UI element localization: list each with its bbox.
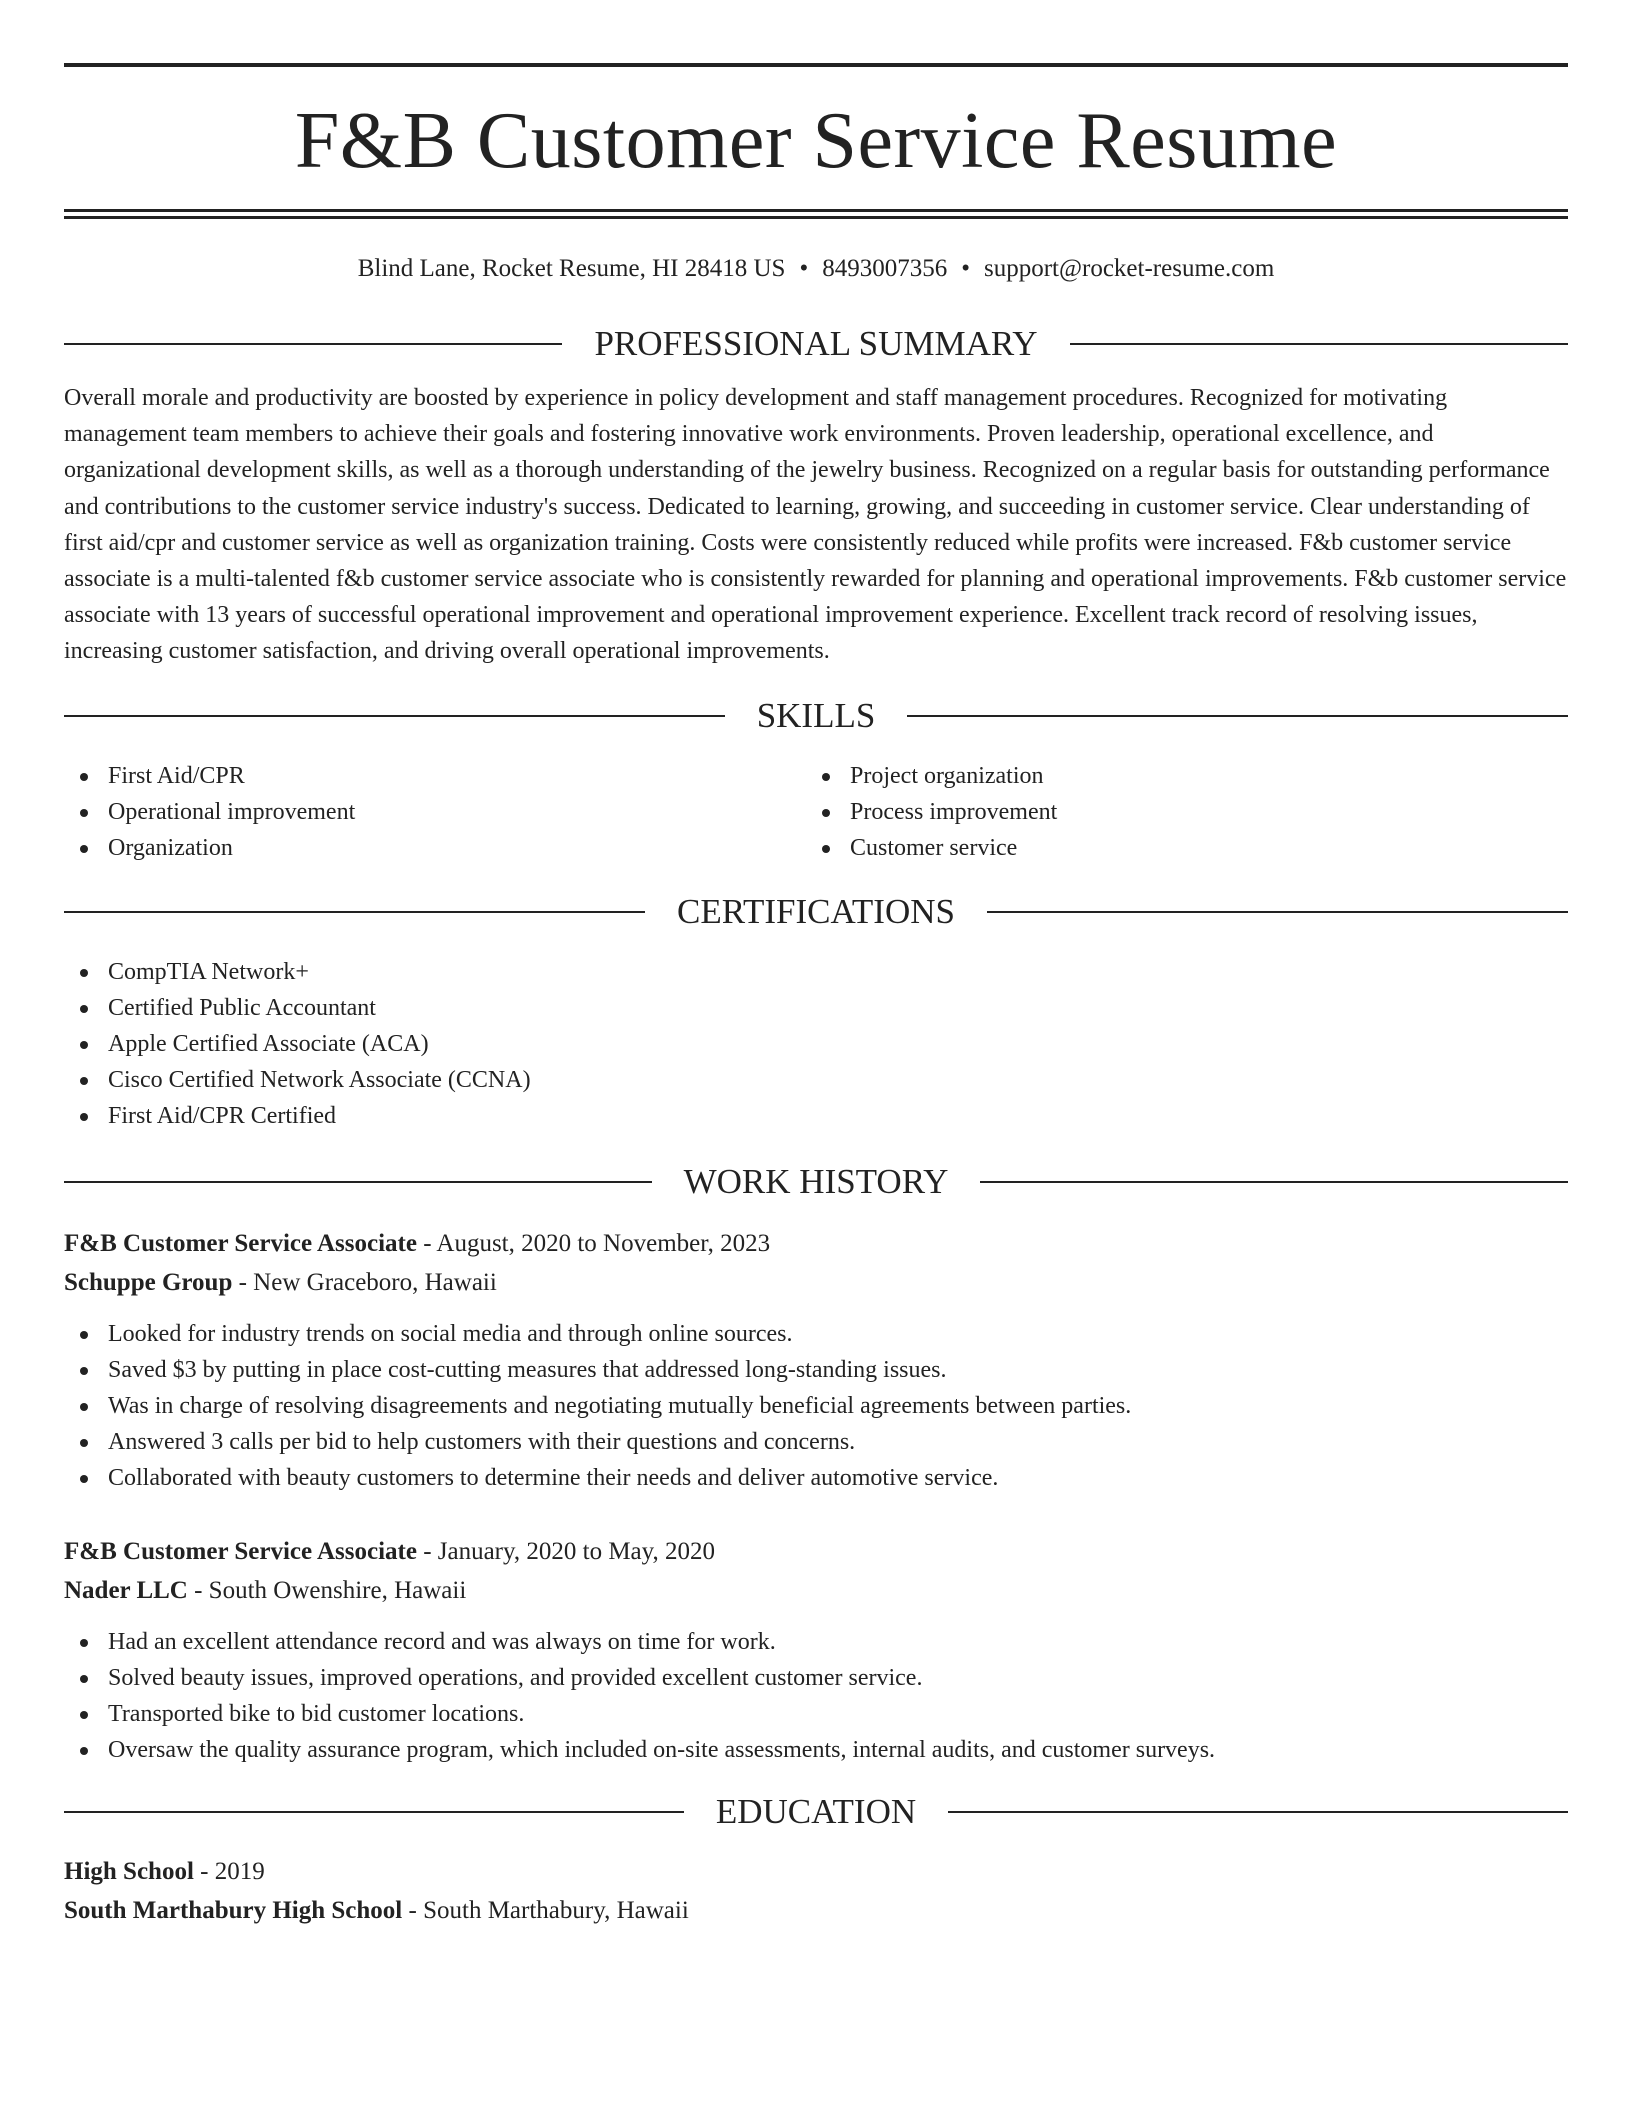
skills-heading — [64, 694, 1568, 738]
job-bullet: Solved beauty issues, improved operations, and provided excellent customer service. — [64, 1660, 1568, 1696]
heading-rule — [64, 343, 562, 345]
skill-item: First Aid/CPR — [64, 758, 806, 794]
job-entry — [64, 1224, 1568, 1496]
summary-heading-label: PROFESSIONAL SUMMARY — [594, 324, 1038, 363]
job-bullet: Transported bike to bid customer locations. — [64, 1696, 1568, 1732]
skill-item: Process improvement — [806, 794, 1548, 830]
contact-address: Blind Lane, Rocket Resume, HI 28418 US — [357, 255, 786, 282]
job-bullet: Collaborated with beauty customers to determine their needs and deliver automotive service. — [64, 1460, 1568, 1496]
education-school: South Marthabury High School — [64, 1896, 403, 1924]
job-title-line — [64, 1532, 1568, 1571]
job-bullet: Had an excellent attendance record and was always on time for work. — [64, 1624, 1568, 1660]
heading-rule — [987, 911, 1568, 913]
skills-column-left — [64, 758, 806, 866]
heading-rule — [907, 715, 1568, 717]
certification-item: Apple Certified Associate (ACA) — [64, 1026, 1568, 1062]
summary-heading — [64, 322, 1568, 366]
contact-separator: • — [961, 255, 970, 282]
summary-text: Overall morale and productivity are boosted by experience in policy development and staff management procedures. Recognized for motivating management team members to achieve their goals and fostering innovative work environments. Proven leadership, operational excellence, and organizational development skills, as well as a thorough understanding of the jewelry business. Recognized on a regular basis for outstanding performance and contributions to the customer service industry's success. Dedicated to learning, growing, and succeeding in customer service. Clear understanding of first aid/cpr and customer service as well as organization training. Costs were consistently reduced while profits were increased. F&b customer service associate is a multi-talented f&b customer service associate who is consistently rewarded for planning and operational improvements. F&b customer service associate with 13 years of successful operational improvement and operational improvement experience. Excellent track record of resolving issues, increasing customer satisfaction, and driving overall operational improvements. — [64, 385, 1567, 665]
education-school-line — [64, 1891, 1568, 1930]
education-year: - 2019 — [193, 1857, 265, 1885]
education-degree: High School — [64, 1857, 194, 1885]
certifications-heading-label: CERTIFICATIONS — [677, 891, 955, 931]
job-location: - New Graceboro, Hawaii — [232, 1268, 497, 1296]
top-rule — [64, 63, 1568, 67]
education-location: - South Marthabury, Hawaii — [402, 1896, 689, 1924]
education-heading — [64, 1790, 1568, 1834]
skill-item: Project organization — [806, 758, 1548, 794]
education-entry — [64, 1852, 1568, 1930]
contact-separator: • — [799, 255, 809, 282]
resume-title: F&B Customer Service Resume — [294, 97, 1338, 185]
job-company-line — [64, 1571, 1568, 1610]
resume-page — [64, 0, 1568, 1930]
job-title-line — [64, 1224, 1568, 1263]
contact-phone: 8493007356 — [822, 255, 948, 282]
heading-rule — [980, 1181, 1568, 1183]
skills-column-right — [806, 758, 1548, 866]
job-bullet: Answered 3 calls per bid to help customers with their questions and concerns. — [64, 1424, 1568, 1460]
job-bullet: Was in charge of resolving disagreements and negotiating mutually beneficial agreements between parties. — [64, 1388, 1568, 1424]
job-dates: - January, 2020 to May, 2020 — [416, 1537, 716, 1565]
skill-item: Customer service — [806, 830, 1548, 866]
certification-item: CompTIA Network+ — [64, 954, 1568, 990]
heading-rule — [64, 911, 645, 913]
skills-list — [64, 758, 1568, 866]
heading-rule — [948, 1811, 1568, 1813]
skill-item: Organization — [64, 830, 806, 866]
work-history-heading — [64, 1160, 1568, 1204]
title-double-rule — [64, 209, 1568, 219]
job-bullet: Oversaw the quality assurance program, which included on-site assessments, internal audits, and customer surveys. — [64, 1732, 1568, 1768]
certification-item: First Aid/CPR Certified — [64, 1098, 1568, 1134]
job-title: F&B Customer Service Associate — [64, 1229, 417, 1257]
skill-item: Operational improvement — [64, 794, 806, 830]
job-company: Schuppe Group — [64, 1268, 233, 1296]
heading-rule — [64, 715, 725, 717]
heading-rule — [1070, 343, 1568, 345]
skills-heading-label: SKILLS — [756, 695, 876, 735]
job-location: - South Owenshire, Hawaii — [187, 1576, 467, 1604]
contact-line — [64, 252, 1568, 286]
job-bullets — [64, 1624, 1568, 1768]
job-bullets — [64, 1316, 1568, 1496]
job-bullet: Saved $3 by putting in place cost-cutting measures that addressed long-standing issues. — [64, 1352, 1568, 1388]
certification-item: Certified Public Accountant — [64, 990, 1568, 1026]
education-heading-label: EDUCATION — [715, 1791, 917, 1831]
job-dates: - August, 2020 to November, 2023 — [416, 1229, 771, 1257]
job-entry — [64, 1532, 1568, 1768]
job-title: F&B Customer Service Associate — [64, 1537, 417, 1565]
certifications-list — [64, 954, 1568, 1134]
certifications-heading — [64, 890, 1568, 934]
work-history-heading-label: WORK HISTORY — [683, 1161, 949, 1201]
heading-rule — [64, 1811, 684, 1813]
job-company: Nader LLC — [64, 1576, 188, 1604]
heading-rule — [64, 1181, 652, 1183]
job-bullet: Looked for industry trends on social media and through online sources. — [64, 1316, 1568, 1352]
education-degree-line — [64, 1852, 1568, 1891]
certification-item: Cisco Certified Network Associate (CCNA) — [64, 1062, 1568, 1098]
contact-email: support@rocket-resume.com — [983, 255, 1275, 282]
job-company-line — [64, 1263, 1568, 1302]
